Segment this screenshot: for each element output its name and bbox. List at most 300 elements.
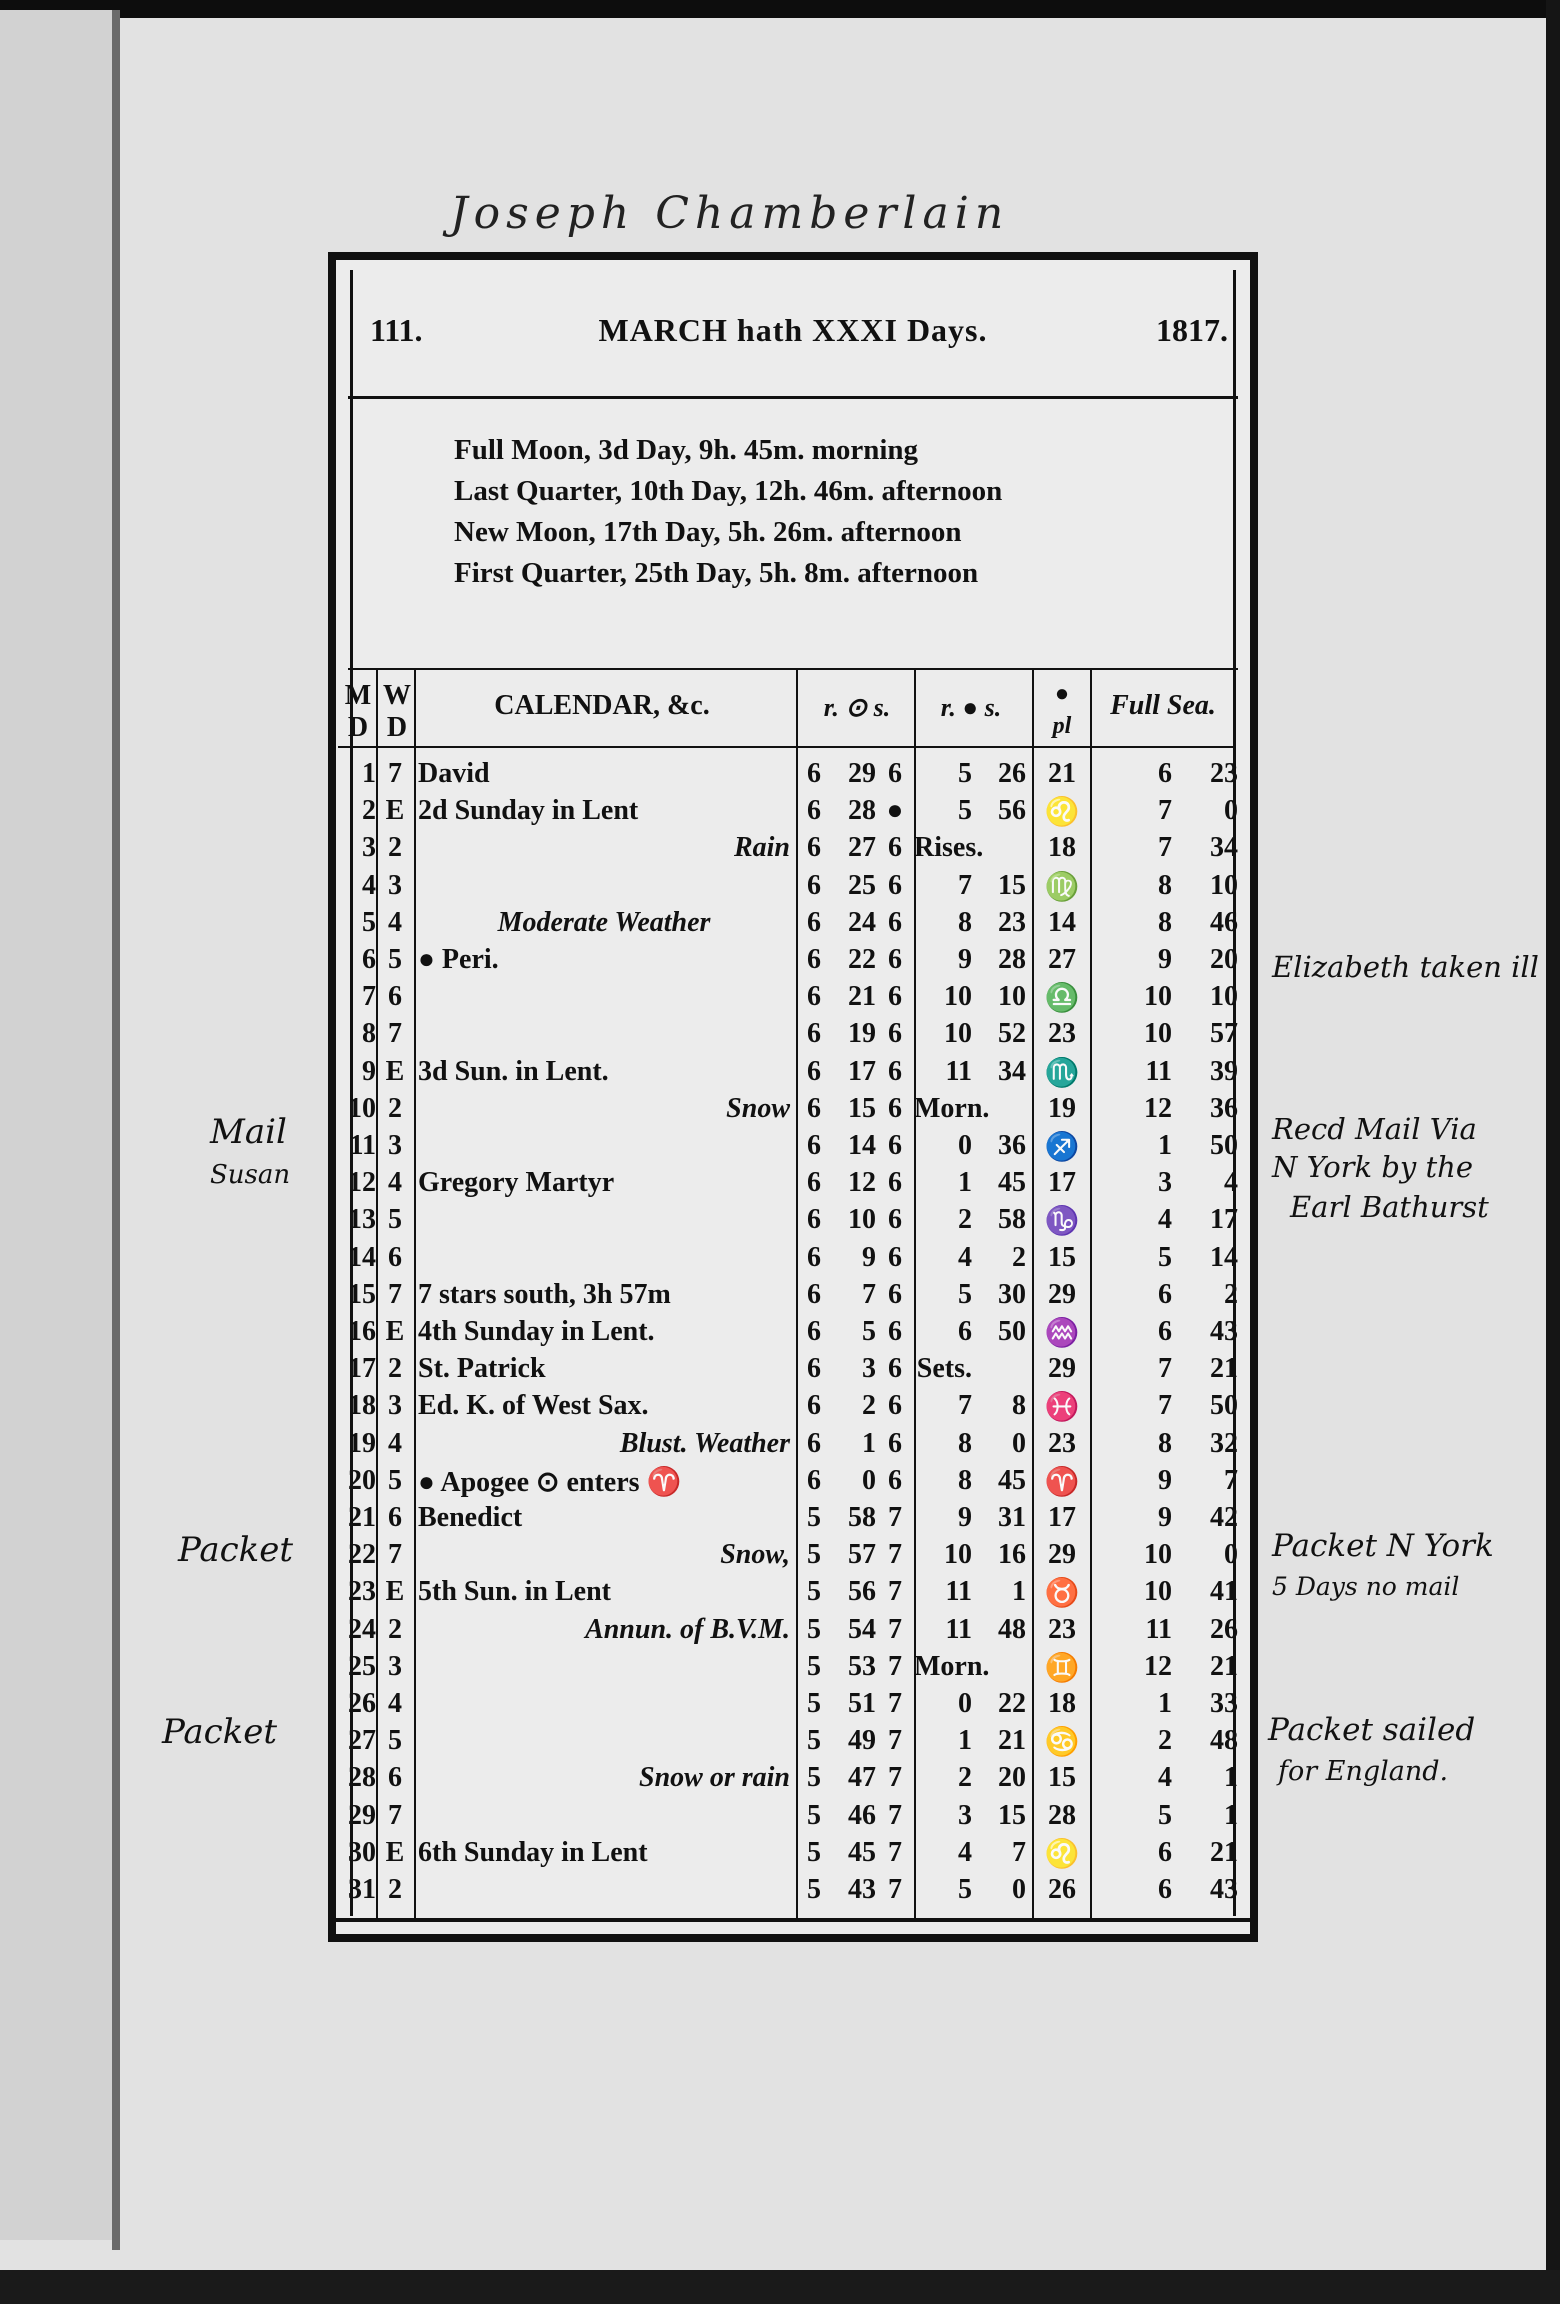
- header-calendar: CALENDAR, &c.: [494, 690, 710, 721]
- full-sea-hour: 10: [1144, 1576, 1172, 1608]
- sun-set-hour: 7: [888, 1613, 902, 1645]
- calendar-entry: 2d Sunday in Lent: [418, 795, 639, 827]
- moon-minute: 56: [998, 795, 1026, 827]
- day-of-week: 2: [388, 1613, 402, 1645]
- table-row: [336, 1798, 1236, 1835]
- sun-set-hour: 7: [888, 1650, 902, 1682]
- moon-minute: 58: [998, 1204, 1026, 1236]
- table-row: [336, 1723, 1236, 1760]
- table-row: [336, 1016, 1236, 1053]
- moon-place: ♋: [1044, 1727, 1080, 1759]
- full-sea-hour: 5: [1158, 1241, 1172, 1273]
- sun-rise-hour: 5: [807, 1650, 821, 1682]
- full-sea-minute: 2: [1224, 1278, 1238, 1310]
- margin-note-packet-ny-2: 5 Days no mail: [1272, 1572, 1460, 1601]
- moon-place: 15: [1048, 1762, 1076, 1794]
- calendar-entry: 3d Sun. in Lent.: [418, 1055, 609, 1087]
- moon-minute: 28: [998, 944, 1026, 975]
- moon-hour: 4: [958, 1836, 972, 1868]
- sun-set-hour: 7: [888, 1576, 902, 1608]
- moon-minute: 45: [998, 1167, 1026, 1199]
- day-of-month: 10: [348, 1092, 376, 1124]
- day-of-month: 2: [362, 795, 376, 827]
- calendar-entry: Snow,: [720, 1539, 790, 1571]
- calendar-entry: Annun. of B.V.M.: [585, 1613, 790, 1645]
- calendar-table: [336, 670, 1236, 1920]
- moon-hour: 10: [944, 1539, 972, 1571]
- full-sea-hour: 7: [1158, 795, 1172, 827]
- sun-rise-minute: 49: [848, 1725, 876, 1757]
- moon-place: 23: [1048, 1427, 1076, 1459]
- moon-hour: 7: [958, 1390, 972, 1422]
- moon-minute: 45: [998, 1464, 1026, 1496]
- sun-rise-minute: 12: [848, 1167, 876, 1199]
- full-sea-minute: 36: [1210, 1092, 1238, 1124]
- sun-set-hour: 6: [888, 1464, 902, 1496]
- sun-set-hour: 6: [888, 1241, 902, 1273]
- table-row: [336, 756, 1236, 793]
- full-sea-hour: 6: [1158, 1278, 1172, 1310]
- full-sea-hour: 6: [1158, 758, 1172, 789]
- table-row: [336, 1463, 1236, 1500]
- day-of-month: 8: [362, 1018, 376, 1050]
- table-row: [336, 979, 1236, 1016]
- day-of-week: 4: [388, 1427, 402, 1459]
- day-of-month: 12: [348, 1167, 376, 1199]
- moon-phases: [454, 430, 1002, 594]
- table-row: [336, 1277, 1236, 1314]
- table-row: [336, 830, 1236, 867]
- calendar-entry: 6th Sunday in Lent: [418, 1836, 648, 1868]
- full-sea-hour: 9: [1158, 944, 1172, 975]
- moon-place: ♉: [1044, 1578, 1080, 1610]
- moon-place: 29: [1048, 1353, 1076, 1385]
- day-of-week: E: [385, 1055, 405, 1087]
- day-of-month: 18: [348, 1390, 376, 1422]
- day-of-week: 2: [388, 1092, 402, 1124]
- sun-rise-minute: 2: [862, 1390, 876, 1422]
- moon-place: ♍: [1044, 871, 1080, 903]
- sun-rise-minute: 54: [848, 1613, 876, 1645]
- full-sea-hour: 10: [1144, 1539, 1172, 1571]
- moon-place: 17: [1048, 1502, 1076, 1533]
- full-sea-minute: 7: [1224, 1464, 1238, 1496]
- margin-note-packet-2: Packet: [162, 1712, 278, 1752]
- moon-place: 23: [1048, 1018, 1076, 1050]
- sun-rise-hour: 6: [807, 1018, 821, 1050]
- moon-place: ♓: [1044, 1392, 1080, 1424]
- sun-set-hour: 7: [888, 1799, 902, 1831]
- table-row: [336, 1574, 1236, 1611]
- moon-minute: 50: [998, 1316, 1026, 1347]
- day-of-month: 24: [348, 1613, 376, 1645]
- day-of-month: 5: [362, 906, 376, 938]
- sun-rise-minute: 57: [848, 1539, 876, 1571]
- moon-hour: Morn.: [914, 1650, 990, 1682]
- day-of-month: 17: [348, 1353, 376, 1385]
- margin-note-mail: Mail: [210, 1112, 287, 1152]
- full-sea-hour: 7: [1158, 1353, 1172, 1385]
- sun-rise-hour: 6: [807, 795, 821, 827]
- sun-set-hour: 6: [888, 1092, 902, 1124]
- full-sea-minute: 21: [1210, 1353, 1238, 1385]
- sun-rise-minute: 27: [848, 832, 876, 864]
- full-sea-hour: 3: [1158, 1167, 1172, 1199]
- day-of-week: 4: [388, 906, 402, 938]
- sun-rise-minute: 19: [848, 1018, 876, 1050]
- table-row: [336, 942, 1236, 979]
- table-row: [336, 1202, 1236, 1239]
- moon-minute: 15: [998, 1799, 1026, 1831]
- day-of-month: 13: [348, 1204, 376, 1236]
- day-of-month: 9: [362, 1055, 376, 1087]
- sun-rise-hour: 5: [807, 1725, 821, 1757]
- day-of-week: 7: [388, 1278, 402, 1310]
- header-moon-place: ● pl: [1052, 681, 1072, 739]
- calendar-entry: Ed. K. of West Sax.: [418, 1390, 649, 1422]
- full-sea-hour: 1: [1158, 1130, 1172, 1161]
- day-of-month: 3: [362, 832, 376, 864]
- moon-hour: 5: [958, 1278, 972, 1310]
- sun-set-hour: 6: [888, 1353, 902, 1385]
- full-sea-hour: 12: [1144, 1650, 1172, 1682]
- sun-rise-hour: 6: [807, 1427, 821, 1459]
- table-row: [336, 1835, 1236, 1872]
- moon-hour: 6: [958, 1316, 972, 1347]
- day-of-month: 15: [348, 1278, 376, 1310]
- day-of-week: 5: [388, 1725, 402, 1757]
- sun-rise-minute: 9: [862, 1241, 876, 1273]
- table-row: [336, 1872, 1236, 1909]
- calendar-entry: 7 stars south, 3h 57m: [418, 1278, 671, 1310]
- moon-place: ♌: [1044, 797, 1080, 829]
- sun-rise-minute: 45: [848, 1836, 876, 1868]
- table-row: [336, 868, 1236, 905]
- sun-set-hour: 7: [888, 1874, 902, 1905]
- table-row: [336, 1612, 1236, 1649]
- sun-rise-minute: 15: [848, 1092, 876, 1124]
- moon-phase-full: Full Moon, 3d Day, 9h. 45m. morning: [454, 434, 919, 466]
- moon-minute: 1: [1012, 1576, 1026, 1608]
- table-bottom-rule: [336, 1918, 1250, 1922]
- table-row: [336, 1686, 1236, 1723]
- moon-minute: 23: [998, 906, 1026, 938]
- moon-place: 26: [1048, 1874, 1076, 1905]
- sun-rise-hour: 6: [807, 1353, 821, 1385]
- moon-place: ♊: [1044, 1652, 1080, 1684]
- calendar-entry: ● Peri.: [418, 944, 499, 975]
- sun-rise-hour: 6: [807, 832, 821, 864]
- full-sea-hour: 4: [1158, 1204, 1172, 1236]
- full-sea-minute: 50: [1210, 1130, 1238, 1161]
- table-row: [336, 1426, 1236, 1463]
- full-sea-minute: 41: [1210, 1576, 1238, 1608]
- full-sea-minute: 57: [1210, 1018, 1238, 1050]
- full-sea-minute: 4: [1224, 1167, 1238, 1199]
- table-row: [336, 1054, 1236, 1091]
- sun-rise-hour: 6: [807, 869, 821, 901]
- moon-place: ♎: [1044, 983, 1080, 1015]
- full-sea-minute: 14: [1210, 1241, 1238, 1273]
- full-sea-hour: 11: [1145, 1055, 1172, 1087]
- margin-note-packet-sailed-2: for England.: [1278, 1756, 1449, 1787]
- moon-place: ♏: [1044, 1057, 1080, 1089]
- day-of-month: 7: [362, 981, 376, 1013]
- day-of-week: 7: [388, 1539, 402, 1571]
- sun-rise-hour: 6: [807, 1092, 821, 1124]
- sun-set-hour: 6: [888, 906, 902, 938]
- day-of-month: 19: [348, 1427, 376, 1459]
- day-of-month: 29: [348, 1799, 376, 1831]
- sun-rise-minute: 53: [848, 1650, 876, 1682]
- table-row: [336, 793, 1236, 830]
- sun-rise-minute: 58: [848, 1502, 876, 1533]
- day-of-week: 5: [388, 944, 402, 975]
- day-of-month: 27: [348, 1725, 376, 1757]
- table-row: [336, 1649, 1236, 1686]
- sun-rise-minute: 43: [848, 1874, 876, 1905]
- sun-rise-hour: 5: [807, 1836, 821, 1868]
- moon-hour: 0: [958, 1130, 972, 1161]
- moon-minute: 26: [998, 758, 1026, 789]
- header-week-day: W D: [383, 680, 411, 743]
- header-month-day: M D: [344, 680, 372, 743]
- header-full-sea: Full Sea.: [1110, 690, 1216, 721]
- sun-rise-hour: 6: [807, 1390, 821, 1422]
- sun-set-hour: 6: [888, 1130, 902, 1161]
- moon-hour: 9: [958, 944, 972, 975]
- sun-rise-minute: 22: [848, 944, 876, 975]
- full-sea-minute: 21: [1210, 1650, 1238, 1682]
- full-sea-minute: 39: [1210, 1055, 1238, 1087]
- day-of-month: 21: [348, 1502, 376, 1533]
- day-of-week: 4: [388, 1688, 402, 1719]
- sun-rise-minute: 1: [862, 1427, 876, 1459]
- full-sea-minute: 0: [1224, 1539, 1238, 1571]
- sun-set-hour: 6: [888, 869, 902, 901]
- left-page-edge: [0, 10, 116, 2240]
- calendar-entry: 5th Sun. in Lent: [418, 1576, 611, 1608]
- moon-hour: 5: [958, 795, 972, 827]
- table-row: [336, 1128, 1236, 1165]
- sun-rise-minute: 3: [862, 1353, 876, 1385]
- sun-set-hour: 7: [888, 1688, 902, 1719]
- moon-place: 18: [1048, 832, 1076, 864]
- moon-hour: 3: [958, 1799, 972, 1831]
- full-sea-minute: 23: [1210, 758, 1238, 789]
- moon-place: 15: [1048, 1241, 1076, 1273]
- moon-place: ♑: [1044, 1206, 1080, 1238]
- moon-place: 29: [1048, 1539, 1076, 1571]
- sun-rise-hour: 5: [807, 1874, 821, 1905]
- full-sea-minute: 10: [1210, 981, 1238, 1013]
- sun-rise-hour: 6: [807, 1055, 821, 1087]
- moon-phase-last-quarter: Last Quarter, 10th Day, 12h. 46m. afternoon: [454, 475, 1003, 507]
- moon-place: ♌: [1044, 1838, 1080, 1870]
- moon-place: 19: [1048, 1092, 1076, 1124]
- day-of-week: 7: [388, 1018, 402, 1050]
- full-sea-minute: 50: [1210, 1390, 1238, 1422]
- day-of-month: 26: [348, 1688, 376, 1719]
- moon-minute: 31: [998, 1502, 1026, 1533]
- sun-rise-hour: 6: [807, 906, 821, 938]
- moon-place: ♒: [1044, 1318, 1080, 1349]
- full-sea-minute: 48: [1210, 1725, 1238, 1757]
- table-row: [336, 1314, 1236, 1351]
- moon-minute: 0: [1012, 1427, 1026, 1459]
- full-sea-hour: 8: [1158, 906, 1172, 938]
- moon-phase-first-quarter: First Quarter, 25th Day, 5h. 8m. afternoon: [454, 557, 979, 589]
- moon-minute: 22: [998, 1688, 1026, 1719]
- full-sea-hour: 1: [1158, 1688, 1172, 1719]
- day-of-month: 1: [362, 758, 376, 789]
- calendar-entry: 4th Sunday in Lent.: [418, 1316, 655, 1347]
- sun-rise-hour: 6: [807, 758, 821, 789]
- sun-rise-hour: 6: [807, 1278, 821, 1310]
- full-sea-hour: 9: [1158, 1464, 1172, 1496]
- moon-place: ♈: [1044, 1466, 1080, 1498]
- moon-hour: 1: [958, 1167, 972, 1199]
- sun-rise-hour: 6: [807, 1167, 821, 1199]
- sun-set-hour: 6: [888, 1316, 902, 1347]
- day-of-week: 3: [388, 869, 402, 901]
- sun-set-hour: 6: [888, 1390, 902, 1422]
- full-sea-hour: 6: [1158, 1836, 1172, 1868]
- day-of-month: 4: [362, 869, 376, 901]
- moon-minute: 15: [998, 869, 1026, 901]
- moon-minute: 7: [1012, 1836, 1026, 1868]
- full-sea-minute: 0: [1224, 795, 1238, 827]
- day-of-week: 6: [388, 1762, 402, 1794]
- day-of-week: E: [385, 1836, 405, 1868]
- sun-set-hour: 6: [888, 1018, 902, 1050]
- sun-rise-hour: 6: [807, 1464, 821, 1496]
- full-sea-minute: 42: [1210, 1502, 1238, 1533]
- sun-rise-hour: 5: [807, 1539, 821, 1571]
- sun-set-hour: 6: [888, 1055, 902, 1087]
- moon-minute: 36: [998, 1130, 1026, 1161]
- moon-hour: 2: [958, 1762, 972, 1794]
- day-of-week: 7: [388, 1799, 402, 1831]
- header-rule: [348, 396, 1238, 399]
- sun-set-hour: ●: [886, 795, 904, 827]
- table-row: [336, 1760, 1236, 1797]
- moon-hour: 2: [958, 1204, 972, 1236]
- sun-rise-hour: 5: [807, 1502, 821, 1533]
- sun-rise-minute: 25: [848, 869, 876, 901]
- full-sea-hour: 7: [1158, 1390, 1172, 1422]
- sun-rise-hour: 6: [807, 944, 821, 975]
- sun-rise-hour: 6: [807, 1130, 821, 1161]
- full-sea-minute: 46: [1210, 906, 1238, 938]
- full-sea-hour: 4: [1158, 1762, 1172, 1794]
- sun-rise-minute: 28: [848, 795, 876, 827]
- moon-hour: 11: [945, 1613, 972, 1645]
- sun-rise-minute: 24: [848, 906, 876, 938]
- moon-place: 27: [1048, 944, 1076, 975]
- calendar-entry: ● Apogee ⊙ enters ♈: [418, 1466, 682, 1498]
- sun-set-hour: 7: [888, 1539, 902, 1571]
- margin-note-mail-3: Earl Bathurst: [1290, 1190, 1489, 1224]
- moon-minute: 30: [998, 1278, 1026, 1310]
- moon-place: 17: [1048, 1167, 1076, 1199]
- table-row: [336, 1240, 1236, 1277]
- right-page-edge: [1546, 0, 1560, 2304]
- moon-minute: 2: [1012, 1241, 1026, 1273]
- full-sea-hour: 7: [1158, 832, 1172, 864]
- sun-rise-hour: 5: [807, 1762, 821, 1794]
- full-sea-hour: 2: [1158, 1725, 1172, 1757]
- calendar-entry: Benedict: [418, 1502, 523, 1533]
- day-of-week: E: [385, 795, 405, 827]
- full-sea-minute: 1: [1224, 1762, 1238, 1794]
- sun-rise-hour: 5: [807, 1613, 821, 1645]
- sun-rise-hour: 6: [807, 1241, 821, 1273]
- day-of-month: 16: [348, 1316, 376, 1347]
- almanac-frame: [328, 252, 1258, 1942]
- sun-rise-minute: 56: [848, 1576, 876, 1608]
- full-sea-hour: 12: [1144, 1092, 1172, 1124]
- moon-place: 18: [1048, 1688, 1076, 1719]
- sun-rise-minute: 47: [848, 1762, 876, 1794]
- moon-hour: 8: [958, 1427, 972, 1459]
- full-sea-minute: 34: [1210, 832, 1238, 864]
- day-of-week: 3: [388, 1390, 402, 1422]
- day-of-month: 31: [348, 1874, 376, 1905]
- table-row: [336, 1165, 1236, 1202]
- margin-note-elizabeth: Elizabeth taken ill: [1272, 950, 1539, 984]
- moon-place: 28: [1048, 1799, 1076, 1831]
- margin-note-susan: Susan: [210, 1160, 291, 1190]
- header-moon: r. ● s.: [940, 693, 1002, 722]
- sun-rise-hour: 6: [807, 1204, 821, 1236]
- sun-rise-minute: 17: [848, 1055, 876, 1087]
- moon-place: 14: [1048, 906, 1076, 938]
- margin-note-mail-2: N York by the: [1272, 1150, 1473, 1184]
- sun-rise-hour: 6: [807, 981, 821, 1013]
- day-of-week: 2: [388, 832, 402, 864]
- sun-set-hour: 7: [888, 1836, 902, 1868]
- day-of-week: 6: [388, 1241, 402, 1273]
- moon-hour: 5: [958, 1874, 972, 1905]
- moon-minute: 21: [998, 1725, 1026, 1757]
- full-sea-hour: 6: [1158, 1874, 1172, 1905]
- sun-rise-minute: 0: [862, 1464, 876, 1496]
- sun-set-hour: 7: [888, 1725, 902, 1757]
- margin-note-packet-sailed-1: Packet sailed: [1268, 1712, 1476, 1748]
- moon-minute: 52: [998, 1018, 1026, 1050]
- sun-rise-minute: 21: [848, 981, 876, 1013]
- moon-minute: 0: [1012, 1874, 1026, 1905]
- moon-hour: 7: [958, 869, 972, 901]
- day-of-week: 5: [388, 1464, 402, 1496]
- moon-minute: 48: [998, 1613, 1026, 1645]
- full-sea-minute: 33: [1210, 1688, 1238, 1719]
- sun-set-hour: 7: [888, 1502, 902, 1533]
- sun-set-hour: 6: [888, 1204, 902, 1236]
- moon-hour: Rises.: [914, 832, 984, 864]
- table-row: [336, 905, 1236, 942]
- day-of-month: 14: [348, 1241, 376, 1273]
- day-of-month: 6: [362, 944, 376, 975]
- full-sea-minute: 26: [1210, 1613, 1238, 1645]
- page-number: 111.: [370, 312, 423, 348]
- full-sea-minute: 21: [1210, 1836, 1238, 1868]
- sun-rise-hour: 6: [807, 1316, 821, 1347]
- moon-minute: 10: [998, 981, 1026, 1013]
- calendar-entry: Blust. Weather: [619, 1427, 790, 1459]
- moon-hour: 5: [958, 758, 972, 789]
